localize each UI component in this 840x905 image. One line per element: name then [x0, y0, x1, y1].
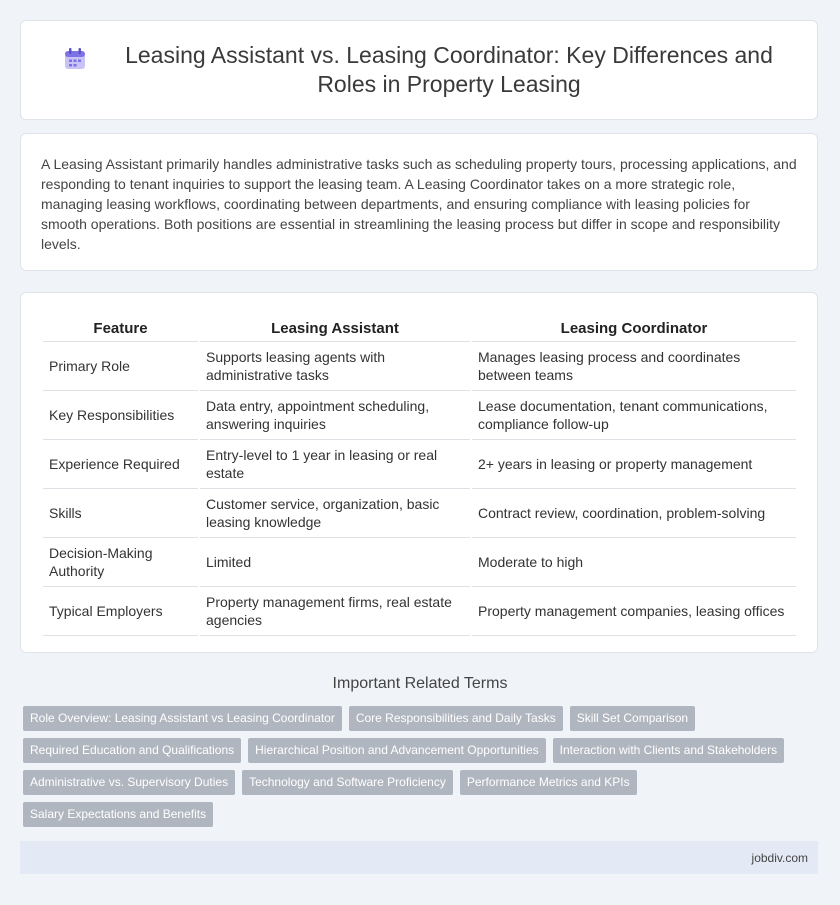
table-cell: Customer service, organization, basic leasing knowledge — [200, 489, 470, 538]
table-row — [43, 489, 796, 538]
table-cell: Property management firms, real estate agencies — [200, 587, 470, 636]
table-cell: Property management companies, leasing offices — [472, 587, 796, 636]
header-leasing-coordinator: Leasing Coordinator — [472, 311, 796, 342]
table-cell: Skills — [43, 489, 198, 538]
related-term-tag[interactable]: Core Responsibilities and Daily Tasks — [349, 706, 563, 731]
table-row — [43, 440, 796, 489]
related-term-tag[interactable]: Performance Metrics and KPIs — [460, 770, 637, 795]
table-cell: 2+ years in leasing or property management — [472, 440, 796, 489]
table-cell: Manages leasing process and coordinates between teams — [472, 342, 796, 391]
table-row — [43, 342, 796, 391]
table-cell: Supports leasing agents with administrative tasks — [200, 342, 470, 391]
comparison-card — [20, 292, 818, 653]
footer — [20, 841, 818, 874]
comparison-table — [41, 311, 798, 636]
table-cell: Contract review, coordination, problem-solving — [472, 489, 796, 538]
header-leasing-assistant: Leasing Assistant — [200, 311, 470, 342]
related-term-tag[interactable]: Interaction with Clients and Stakeholders — [553, 738, 784, 763]
table-cell: Experience Required — [43, 440, 198, 489]
table-header-row — [43, 311, 796, 342]
related-terms-title: Important Related Terms — [332, 675, 508, 692]
table-cell: Key Responsibilities — [43, 391, 198, 440]
related-term-tag[interactable]: Role Overview: Leasing Assistant vs Leasing Coordinator — [23, 706, 342, 731]
related-term-tag[interactable]: Technology and Software Proficiency — [242, 770, 453, 795]
footer-site-link[interactable]: jobdiv.com — [751, 850, 808, 865]
title-card — [20, 20, 818, 120]
related-term-tag[interactable]: Administrative vs. Supervisory Duties — [23, 770, 235, 795]
table-row — [43, 587, 796, 636]
related-term-tag[interactable]: Salary Expectations and Benefits — [23, 802, 213, 827]
related-term-tag[interactable]: Hierarchical Position and Advancement Opportunities — [248, 738, 546, 763]
table-cell: Limited — [200, 538, 470, 587]
table-cell: Lease documentation, tenant communications, compliance follow-up — [472, 391, 796, 440]
table-row — [43, 538, 796, 587]
related-term-tag[interactable]: Required Education and Qualifications — [23, 738, 241, 763]
intro-card — [20, 133, 818, 271]
related-term-tag[interactable]: Skill Set Comparison — [570, 706, 695, 731]
page-title: Leasing Assistant vs. Leasing Coordinator: Key Differences and Roles in Property Leasing — [125, 42, 773, 97]
table-cell: Typical Employers — [43, 587, 198, 636]
table-cell: Entry-level to 1 year in leasing or real estate — [200, 440, 470, 489]
header-feature: Feature — [43, 311, 198, 342]
table-row — [43, 391, 796, 440]
related-terms-list — [23, 706, 803, 834]
table-cell: Data entry, appointment scheduling, answering inquiries — [200, 391, 470, 440]
table-cell: Moderate to high — [472, 538, 796, 587]
table-cell: Decision-Making Authority — [43, 538, 198, 587]
intro-paragraph: A Leasing Assistant primarily handles administrative tasks such as scheduling property tours, processing applications, and responding to tenant inquiries to support the leasing team. A Leasing Coordinator takes on a more strategic role, managing leasing workflows, coordinating between departments, and ensuring compliance with leasing policies for smooth operations. Both positions are essential in streamlining the leasing process but differ in scope and responsibility levels. — [41, 156, 797, 252]
table-cell: Primary Role — [43, 342, 198, 391]
